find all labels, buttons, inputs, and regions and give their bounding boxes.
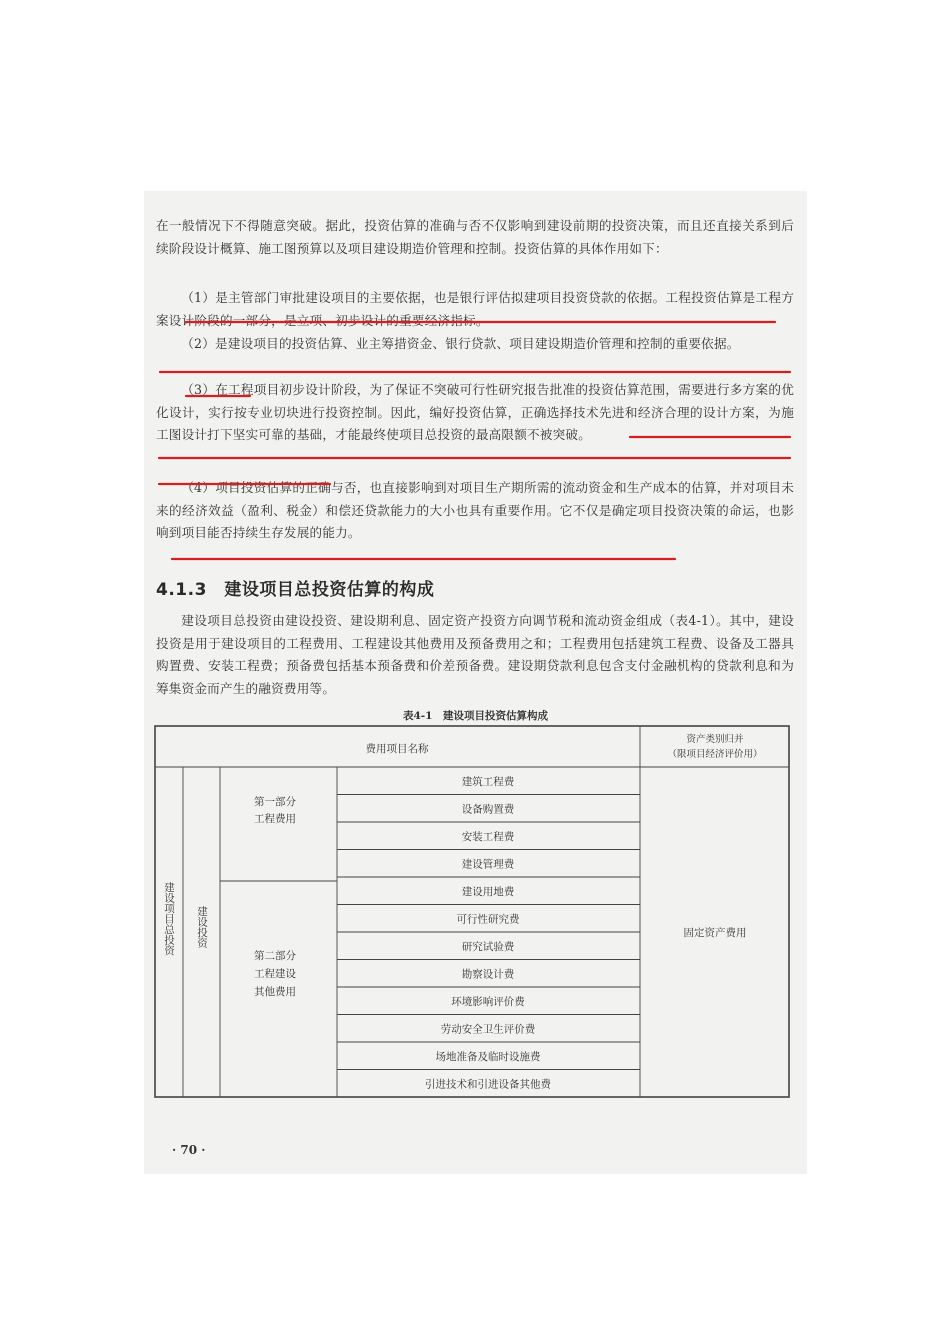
paragraph-intro: 在一般情况下不得随意突破。据此，投资估算的准确与否不仅影响到建设前期的投资决策，而且还直接关系到后续阶段设计概算、施工图预算以及项目建设期造价管理和控制。投资估算的具体作用如下： [156, 218, 794, 256]
table-col-total-investment: 建设项目总投资 [163, 882, 175, 956]
table-col-construction-investment: 建设投资 [196, 906, 208, 948]
table-item-11: 引进技术和引进设备其他费 [425, 1078, 551, 1091]
part2-line1: 第二部分 [254, 950, 296, 962]
page-number: · 70 · [172, 1143, 206, 1157]
paragraph-item-1: （1）是主管部门审批建设项目的主要依据，也是银行评估拟建项目投资贷款的依据。工程投资估算是工程方案设计阶段的一部分，是立项、初步设计的重要经济指标。 [156, 290, 794, 328]
asset-category-label: 固定资产费用 [683, 927, 747, 939]
paragraph-item-3: （3）在工程项目初步设计阶段，为了保证不突破可行性研究报告批准的投资估算范围，需要进行多方案的优化设计，实行按专业切块进行投资控制。因此，编好投资估算，正确选择技术先进和经济合理的设计方案，为施工图设计打下坚实可靠的基础，才能最终使项目总投资的最高限额不被突破。 [156, 382, 794, 442]
table-item-2: 安装工程费 [461, 830, 515, 843]
table-item-9: 劳动安全卫生评价费 [440, 1023, 536, 1036]
paragraph-section: 建设项目总投资由建设投资、建设期利息、固定资产投资方向调节税和流动资金组成（表4-1）。其中，建设投资是用于建设项目的工程费用、工程建设其他费用及预备费用之和；工程费用包括建筑工程费、设备及工器具购置费、安装工程费；预备费包括基本预备费和价差预备费。建设期贷款利息包含支付金融机构的贷款利息和为筹集资金而产生的融资费用等。 [156, 613, 794, 696]
part1-line2: 工程费用 [254, 813, 296, 825]
part2-line2: 工程建设 [254, 968, 296, 980]
paragraph-item-4: （4）项目投资估算的正确与否，也直接影响到对项目生产期所需的流动资金和生产成本的估算，并对项目未来的经济效益（盈利、税金）和偿还贷款能力的大小也具有重要作用。它不仅是确定项目投资决策的命运，也影响到项目能否持续生存发展的能力。 [156, 480, 794, 540]
table-header-name: 费用项目名称 [365, 743, 429, 755]
part1-line1: 第一部分 [254, 796, 296, 808]
table-item-6: 研究试验费 [461, 940, 515, 953]
table-item-5: 可行性研究费 [456, 913, 520, 926]
table-item-10: 场地准备及临时设施费 [435, 1050, 541, 1063]
paragraph-item-2: （2）是建设项目的投资估算、业主筹措资金、银行贷款、项目建设期造价管理和控制的重要依据。 [181, 336, 740, 351]
section-heading: 4.1.3 建设项目总投资估算的构成 [156, 580, 435, 600]
investment-table [155, 726, 790, 1098]
table-header-asset-note: （限项目经济评价用） [667, 749, 763, 760]
table-item-3: 建设管理费 [461, 858, 515, 871]
table-caption: 表4-1 建设项目投资估算构成 [403, 710, 548, 722]
table-item-7: 勘察设计费 [461, 968, 515, 981]
table-item-8: 环境影响评价费 [451, 995, 525, 1008]
table-item-1: 设备购置费 [461, 803, 515, 816]
table-item-0: 建筑工程费 [461, 775, 515, 788]
table-header-asset: 资产类别归并 [686, 734, 744, 745]
part2-line3: 其他费用 [254, 986, 296, 998]
table-item-4: 建设用地费 [461, 885, 515, 898]
